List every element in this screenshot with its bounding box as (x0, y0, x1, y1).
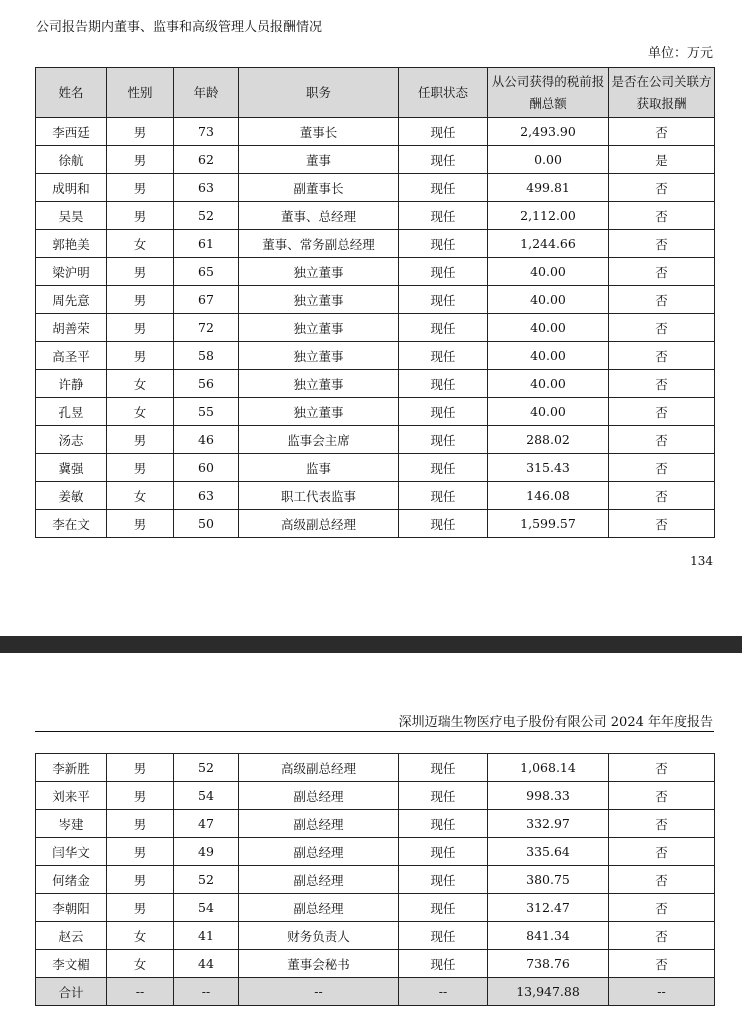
cell-status: 现任 (399, 146, 488, 174)
cell-related-party: 否 (609, 342, 715, 370)
cell-gender: 男 (107, 174, 174, 202)
cell-name: 刘来平 (36, 782, 107, 810)
cell-gender: 男 (107, 426, 174, 454)
section-title: 公司报告期内董事、监事和高级管理人员报酬情况 (36, 20, 323, 35)
cell-position: 监事 (239, 454, 399, 482)
cell-name: 李朝阳 (36, 894, 107, 922)
cell-age: 52 (174, 866, 239, 894)
cell-age: 62 (174, 146, 239, 174)
cell-name: 李文楣 (36, 950, 107, 978)
table-row (36, 482, 715, 510)
cell-related-party: 否 (609, 398, 715, 426)
table-body (36, 118, 715, 538)
cell-position: 董事、常务副总经理 (239, 230, 399, 258)
cell-name: 成明和 (36, 174, 107, 202)
cell-position: 财务负责人 (239, 922, 399, 950)
cell-gender: 男 (107, 202, 174, 230)
cell-status: 现任 (399, 782, 488, 810)
page-number: 134 (690, 554, 713, 568)
cell-gender: 男 (107, 118, 174, 146)
cell-position: 独立董事 (239, 258, 399, 286)
cell-age: 67 (174, 286, 239, 314)
cell-status: 现任 (399, 286, 488, 314)
cell-age: 65 (174, 258, 239, 286)
table-row (36, 810, 715, 838)
table-row (36, 426, 715, 454)
table-row (36, 454, 715, 482)
cell-name: 李西廷 (36, 118, 107, 146)
header-pretax-compensation: 从公司获得的税前报酬总额 (488, 68, 609, 118)
cell-age: 54 (174, 894, 239, 922)
cell-compensation: 288.02 (488, 426, 609, 454)
cell-gender: 女 (107, 482, 174, 510)
cell-position: 副董事长 (239, 174, 399, 202)
cell-name: 周先意 (36, 286, 107, 314)
running-header: 深圳迈瑞生物医疗电子股份有限公司 2024 年年度报告 (398, 715, 713, 730)
cell-compensation: 40.00 (488, 258, 609, 286)
cell-status: 现任 (399, 866, 488, 894)
cell-compensation: 0.00 (488, 146, 609, 174)
cell-compensation: 40.00 (488, 342, 609, 370)
cell-status: 现任 (399, 370, 488, 398)
cell-status: 现任 (399, 118, 488, 146)
cell-status: 现任 (399, 342, 488, 370)
cell-name: 合计 (36, 978, 107, 1006)
cell-related-party: 否 (609, 922, 715, 950)
header-name: 姓名 (36, 68, 107, 118)
cell-position: -- (239, 978, 399, 1006)
cell-gender: 女 (107, 922, 174, 950)
cell-status: -- (399, 978, 488, 1006)
cell-name: 梁沪明 (36, 258, 107, 286)
cell-age: 63 (174, 482, 239, 510)
header-divider (35, 731, 714, 732)
cell-compensation: 40.00 (488, 370, 609, 398)
cell-related-party: 否 (609, 810, 715, 838)
cell-age: 60 (174, 454, 239, 482)
unit-label: 单位：万元 (647, 46, 713, 61)
table-row (36, 258, 715, 286)
cell-related-party: 否 (609, 174, 715, 202)
cell-gender: 女 (107, 950, 174, 978)
cell-position: 独立董事 (239, 286, 399, 314)
page-break-bar (0, 636, 742, 653)
cell-status: 现任 (399, 202, 488, 230)
cell-age: 63 (174, 174, 239, 202)
cell-status: 现任 (399, 922, 488, 950)
cell-name: 李在文 (36, 510, 107, 538)
cell-compensation: 380.75 (488, 866, 609, 894)
cell-gender: 男 (107, 810, 174, 838)
cell-position: 独立董事 (239, 398, 399, 426)
cell-position: 副总经理 (239, 782, 399, 810)
cell-age: 58 (174, 342, 239, 370)
cell-position: 董事长 (239, 118, 399, 146)
cell-name: 岑建 (36, 810, 107, 838)
cell-compensation: 499.81 (488, 174, 609, 202)
cell-position: 副总经理 (239, 894, 399, 922)
cell-related-party: -- (609, 978, 715, 1006)
table-row (36, 782, 715, 810)
header-gender: 性别 (107, 68, 174, 118)
cell-position: 董事会秘书 (239, 950, 399, 978)
cell-name: 赵云 (36, 922, 107, 950)
table-row (36, 118, 715, 146)
cell-name: 许静 (36, 370, 107, 398)
cell-position: 副总经理 (239, 838, 399, 866)
cell-related-party: 否 (609, 118, 715, 146)
header-status: 任职状态 (399, 68, 488, 118)
cell-compensation: 841.34 (488, 922, 609, 950)
cell-related-party: 否 (609, 754, 715, 782)
cell-related-party: 否 (609, 866, 715, 894)
cell-related-party: 否 (609, 510, 715, 538)
cell-status: 现任 (399, 426, 488, 454)
cell-age: 54 (174, 782, 239, 810)
cell-name: 胡善荣 (36, 314, 107, 342)
cell-gender: 男 (107, 342, 174, 370)
cell-age: 52 (174, 202, 239, 230)
header-position: 职务 (239, 68, 399, 118)
cell-position: 副总经理 (239, 866, 399, 894)
cell-gender: 女 (107, 370, 174, 398)
cell-position: 独立董事 (239, 370, 399, 398)
cell-compensation: 312.47 (488, 894, 609, 922)
cell-age: 46 (174, 426, 239, 454)
cell-related-party: 否 (609, 202, 715, 230)
cell-status: 现任 (399, 314, 488, 342)
cell-position: 董事 (239, 146, 399, 174)
cell-related-party: 否 (609, 782, 715, 810)
cell-gender: 男 (107, 286, 174, 314)
cell-name: 高圣平 (36, 342, 107, 370)
cell-age: 47 (174, 810, 239, 838)
cell-related-party: 否 (609, 258, 715, 286)
cell-age: 55 (174, 398, 239, 426)
cell-related-party: 否 (609, 314, 715, 342)
cell-age: 49 (174, 838, 239, 866)
cell-status: 现任 (399, 754, 488, 782)
cell-compensation: 2,112.00 (488, 202, 609, 230)
cell-name: 冀强 (36, 454, 107, 482)
cell-gender: 男 (107, 314, 174, 342)
cell-compensation: 315.43 (488, 454, 609, 482)
cell-name: 徐航 (36, 146, 107, 174)
header-age: 年龄 (174, 68, 239, 118)
table-row (36, 314, 715, 342)
cell-age: 41 (174, 922, 239, 950)
cell-name: 闫华文 (36, 838, 107, 866)
cell-position: 高级副总经理 (239, 510, 399, 538)
cell-status: 现任 (399, 230, 488, 258)
table-row (36, 922, 715, 950)
cell-related-party: 否 (609, 894, 715, 922)
cell-gender: 男 (107, 782, 174, 810)
cell-compensation: 146.08 (488, 482, 609, 510)
cell-gender: -- (107, 978, 174, 1006)
cell-gender: 女 (107, 398, 174, 426)
cell-status: 现任 (399, 174, 488, 202)
cell-compensation: 738.76 (488, 950, 609, 978)
cell-status: 现任 (399, 482, 488, 510)
cell-name: 吴昊 (36, 202, 107, 230)
cell-related-party: 否 (609, 370, 715, 398)
cell-related-party: 否 (609, 838, 715, 866)
cell-name: 孔昱 (36, 398, 107, 426)
cell-related-party: 否 (609, 230, 715, 258)
table-row (36, 754, 715, 782)
cell-position: 独立董事 (239, 314, 399, 342)
cell-compensation: 13,947.88 (488, 978, 609, 1006)
cell-name: 何绪金 (36, 866, 107, 894)
cell-status: 现任 (399, 454, 488, 482)
table-row (36, 894, 715, 922)
cell-position: 副总经理 (239, 810, 399, 838)
header-related-party-compensation: 是否在公司关联方获取报酬 (609, 68, 715, 118)
cell-gender: 男 (107, 866, 174, 894)
table-row (36, 370, 715, 398)
cell-compensation: 1,244.66 (488, 230, 609, 258)
cell-compensation: 40.00 (488, 398, 609, 426)
table-row (36, 230, 715, 258)
cell-gender: 男 (107, 894, 174, 922)
cell-age: 73 (174, 118, 239, 146)
cell-related-party: 否 (609, 286, 715, 314)
table-body (36, 754, 715, 1006)
cell-compensation: 335.64 (488, 838, 609, 866)
cell-related-party: 否 (609, 454, 715, 482)
cell-related-party: 是 (609, 146, 715, 174)
cell-gender: 男 (107, 754, 174, 782)
cell-compensation: 998.33 (488, 782, 609, 810)
cell-compensation: 332.97 (488, 810, 609, 838)
table-row (36, 398, 715, 426)
cell-related-party: 否 (609, 950, 715, 978)
cell-compensation: 1,599.57 (488, 510, 609, 538)
cell-age: 56 (174, 370, 239, 398)
cell-status: 现任 (399, 950, 488, 978)
cell-age: -- (174, 978, 239, 1006)
cell-position: 独立董事 (239, 342, 399, 370)
cell-status: 现任 (399, 894, 488, 922)
cell-name: 郭艳美 (36, 230, 107, 258)
table-row (36, 950, 715, 978)
cell-name: 姜敏 (36, 482, 107, 510)
cell-position: 高级副总经理 (239, 754, 399, 782)
cell-name: 汤志 (36, 426, 107, 454)
cell-status: 现任 (399, 838, 488, 866)
cell-compensation: 2,493.90 (488, 118, 609, 146)
cell-age: 50 (174, 510, 239, 538)
cell-age: 72 (174, 314, 239, 342)
cell-gender: 男 (107, 454, 174, 482)
compensation-table-page1 (35, 67, 715, 538)
cell-gender: 男 (107, 510, 174, 538)
table-row (36, 202, 715, 230)
table-row (36, 510, 715, 538)
compensation-table-page2 (35, 753, 715, 1006)
cell-status: 现任 (399, 398, 488, 426)
cell-age: 52 (174, 754, 239, 782)
cell-status: 现任 (399, 258, 488, 286)
cell-gender: 女 (107, 230, 174, 258)
cell-position: 监事会主席 (239, 426, 399, 454)
cell-gender: 男 (107, 146, 174, 174)
table-row (36, 866, 715, 894)
cell-compensation: 40.00 (488, 286, 609, 314)
table-header-row (36, 68, 715, 118)
cell-age: 61 (174, 230, 239, 258)
cell-position: 职工代表监事 (239, 482, 399, 510)
cell-compensation: 1,068.14 (488, 754, 609, 782)
table-row (36, 342, 715, 370)
table-row (36, 174, 715, 202)
table-row (36, 838, 715, 866)
cell-age: 44 (174, 950, 239, 978)
cell-status: 现任 (399, 510, 488, 538)
cell-related-party: 否 (609, 482, 715, 510)
total-row (36, 978, 715, 1006)
cell-related-party: 否 (609, 426, 715, 454)
cell-gender: 男 (107, 258, 174, 286)
cell-compensation: 40.00 (488, 314, 609, 342)
table-row (36, 286, 715, 314)
cell-name: 李新胜 (36, 754, 107, 782)
cell-position: 董事、总经理 (239, 202, 399, 230)
cell-gender: 男 (107, 838, 174, 866)
cell-status: 现任 (399, 810, 488, 838)
table-row (36, 146, 715, 174)
